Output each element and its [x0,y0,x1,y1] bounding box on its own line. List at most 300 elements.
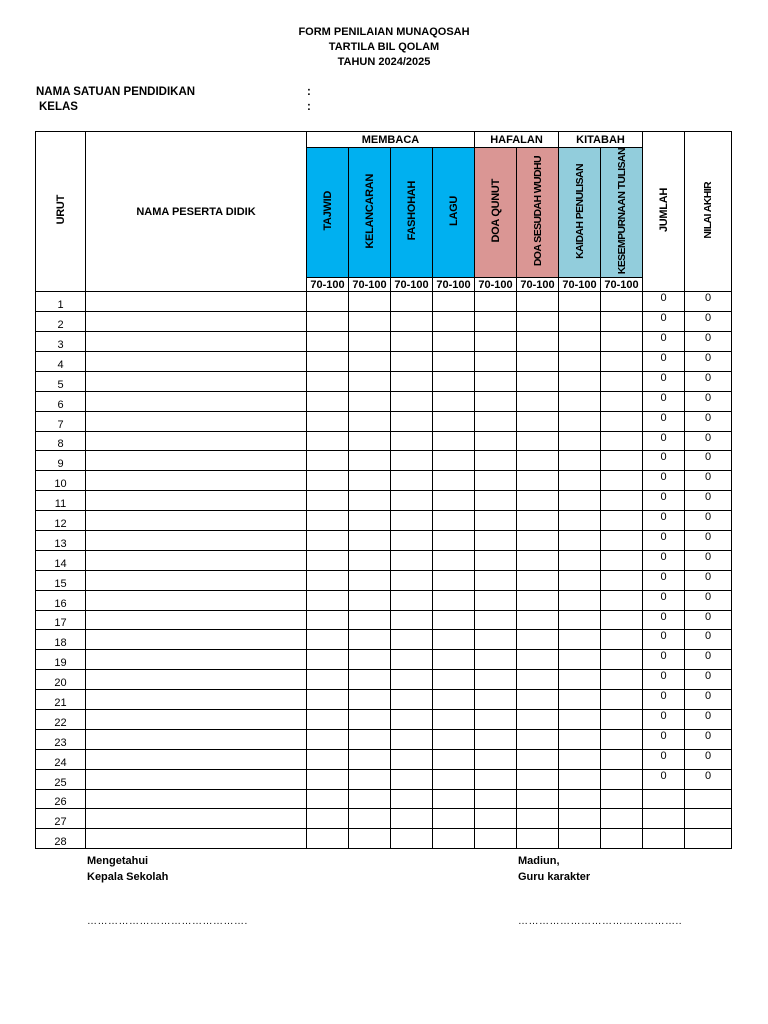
score-cell[interactable] [475,690,517,710]
score-cell[interactable] [601,292,643,312]
score-cell[interactable] [559,809,601,829]
score-cell[interactable] [517,789,559,809]
score-cell[interactable] [391,332,433,352]
score-cell[interactable] [601,530,643,550]
score-cell[interactable] [307,650,349,670]
score-cell[interactable] [517,530,559,550]
nilai-akhir-cell [685,809,732,829]
score-cell[interactable] [517,570,559,590]
score-cell[interactable] [349,431,391,451]
score-cell[interactable] [601,471,643,491]
score-cell[interactable] [601,351,643,371]
nilai-akhir-cell: 0 [685,550,732,570]
score-cell[interactable] [307,729,349,749]
score-cell[interactable] [517,610,559,630]
score-cell[interactable] [559,491,601,511]
score-cell[interactable] [307,371,349,391]
score-cell[interactable] [307,610,349,630]
score-cell[interactable] [349,789,391,809]
score-cell[interactable] [475,391,517,411]
score-cell[interactable] [475,451,517,471]
score-cell[interactable] [601,590,643,610]
score-cell[interactable] [391,550,433,570]
score-cell[interactable] [475,411,517,431]
score-cell[interactable] [559,351,601,371]
score-cell[interactable] [433,411,475,431]
criterion-label: DOA QUNUT [489,179,502,243]
score-cell[interactable] [601,809,643,829]
score-cell[interactable] [307,471,349,491]
score-cell[interactable] [517,709,559,729]
student-name-cell[interactable] [86,332,307,352]
score-cell[interactable] [307,789,349,809]
criterion-label: DOA SESUDAH WUDHU [531,156,544,267]
score-cell[interactable] [601,729,643,749]
score-cell[interactable] [559,471,601,491]
score-cell[interactable] [475,610,517,630]
score-cell[interactable] [433,670,475,690]
score-cell[interactable] [391,749,433,769]
student-name-cell[interactable] [86,670,307,690]
student-name-cell[interactable] [86,511,307,531]
score-cell[interactable] [517,630,559,650]
student-name-cell[interactable] [86,312,307,332]
score-cell[interactable] [559,511,601,531]
jumlah-cell: 0 [643,391,685,411]
score-cell[interactable] [391,371,433,391]
score-cell[interactable] [391,471,433,491]
score-cell[interactable] [601,550,643,570]
score-cell[interactable] [391,431,433,451]
score-cell[interactable] [601,332,643,352]
score-cell[interactable] [349,371,391,391]
score-cell[interactable] [559,312,601,332]
student-name-cell[interactable] [86,769,307,789]
score-cell[interactable] [433,312,475,332]
score-cell[interactable] [517,650,559,670]
score-cell[interactable] [349,729,391,749]
score-cell[interactable] [601,570,643,590]
score-cell[interactable] [559,670,601,690]
jumlah-cell [643,789,685,809]
table-row [36,332,732,352]
row-number: 26 [36,789,86,809]
criterion-doa-qunut [475,148,517,278]
score-cell[interactable] [517,511,559,531]
score-cell[interactable] [475,809,517,829]
score-cell[interactable] [433,351,475,371]
nilai-akhir-cell: 0 [685,650,732,670]
student-name-cell[interactable] [86,630,307,650]
score-cell[interactable] [601,610,643,630]
score-cell[interactable] [475,431,517,451]
student-name-cell[interactable] [86,550,307,570]
score-cell[interactable] [307,491,349,511]
student-name-cell[interactable] [86,729,307,749]
score-cell[interactable] [307,451,349,471]
score-cell[interactable] [307,530,349,550]
score-cell[interactable] [475,351,517,371]
score-cell[interactable] [307,709,349,729]
score-cell[interactable] [601,411,643,431]
score-cell[interactable] [349,491,391,511]
criterion-kesempurnaan-tulisan [601,148,643,278]
score-cell[interactable] [601,670,643,690]
score-cell[interactable] [475,371,517,391]
score-cell[interactable] [559,391,601,411]
score-cell[interactable] [391,451,433,471]
score-cell[interactable] [433,570,475,590]
score-cell[interactable] [307,312,349,332]
nilai-akhir-cell: 0 [685,411,732,431]
score-cell[interactable] [391,351,433,371]
score-cell[interactable] [433,690,475,710]
score-cell[interactable] [349,312,391,332]
score-cell[interactable] [559,749,601,769]
score-cell[interactable] [349,610,391,630]
score-cell[interactable] [601,451,643,471]
table-row [36,670,732,690]
score-cell[interactable] [391,670,433,690]
score-cell[interactable] [559,530,601,550]
score-cell[interactable] [475,650,517,670]
score-cell[interactable] [559,411,601,431]
score-cell[interactable] [349,550,391,570]
score-cell[interactable] [391,590,433,610]
table-row [36,530,732,550]
row-number: 7 [36,411,86,431]
score-cell[interactable] [433,431,475,451]
score-cell[interactable] [433,530,475,550]
row-number: 1 [36,292,86,312]
score-cell[interactable] [349,332,391,352]
score-cell[interactable] [433,451,475,471]
score-cell[interactable] [433,610,475,630]
score-cell[interactable] [433,749,475,769]
score-cell[interactable] [391,491,433,511]
score-cell[interactable] [307,292,349,312]
table-row [36,829,732,849]
criterion-label: KELANCARAN [363,173,376,249]
nilai-akhir-cell: 0 [685,451,732,471]
score-cell[interactable] [391,709,433,729]
score-cell[interactable] [559,690,601,710]
score-cell[interactable] [601,491,643,511]
score-cell[interactable] [601,431,643,451]
assessment-table [35,131,732,849]
score-cell[interactable] [349,809,391,829]
score-cell[interactable] [433,769,475,789]
score-cell[interactable] [391,829,433,849]
score-cell[interactable] [475,292,517,312]
score-cell[interactable] [475,590,517,610]
score-cell[interactable] [349,411,391,431]
score-cell[interactable] [517,550,559,570]
student-name-cell[interactable] [86,809,307,829]
score-cell[interactable] [559,709,601,729]
score-cell[interactable] [349,749,391,769]
score-cell[interactable] [475,630,517,650]
score-cell[interactable] [349,511,391,531]
score-cell[interactable] [475,530,517,550]
score-cell[interactable] [433,709,475,729]
table-row [36,709,732,729]
score-cell[interactable] [517,829,559,849]
score-cell[interactable] [559,650,601,670]
score-cell[interactable] [601,312,643,332]
group-membaca: MEMBACA [307,132,475,148]
score-cell[interactable] [517,729,559,749]
score-cell[interactable] [307,829,349,849]
score-cell[interactable] [475,550,517,570]
signature-left-heading: Mengetahui [87,855,149,867]
student-name-cell[interactable] [86,650,307,670]
student-name-cell[interactable] [86,411,307,431]
score-cell[interactable] [307,809,349,829]
score-cell[interactable] [475,729,517,749]
student-name-cell[interactable] [86,451,307,471]
student-name-cell[interactable] [86,391,307,411]
score-cell[interactable] [517,411,559,431]
score-cell[interactable] [517,292,559,312]
score-cell[interactable] [475,749,517,769]
score-cell[interactable] [433,729,475,749]
score-cell[interactable] [475,709,517,729]
student-name-cell[interactable] [86,351,307,371]
score-cell[interactable] [601,709,643,729]
jumlah-cell: 0 [643,650,685,670]
score-cell[interactable] [475,491,517,511]
score-cell[interactable] [517,491,559,511]
score-cell[interactable] [391,292,433,312]
score-cell[interactable] [307,332,349,352]
row-number: 5 [36,371,86,391]
score-cell[interactable] [517,749,559,769]
nilai-akhir-cell: 0 [685,312,732,332]
score-cell[interactable] [349,391,391,411]
score-cell[interactable] [475,829,517,849]
score-cell[interactable] [517,351,559,371]
score-cell[interactable] [349,690,391,710]
score-cell[interactable] [307,690,349,710]
score-cell[interactable] [475,670,517,690]
score-cell[interactable] [433,391,475,411]
criterion-label: LAGU [447,196,460,227]
score-cell[interactable] [601,630,643,650]
score-cell[interactable] [391,690,433,710]
score-cell[interactable] [349,709,391,729]
score-cell[interactable] [601,829,643,849]
score-cell[interactable] [307,351,349,371]
score-cell[interactable] [307,590,349,610]
score-cell[interactable] [433,511,475,531]
row-number: 9 [36,451,86,471]
score-cell[interactable] [349,570,391,590]
score-cell[interactable] [517,391,559,411]
score-cell[interactable] [307,570,349,590]
student-name-cell[interactable] [86,610,307,630]
score-cell[interactable] [307,670,349,690]
row-number: 13 [36,530,86,550]
student-name-cell[interactable] [86,709,307,729]
score-cell[interactable] [307,431,349,451]
score-cell[interactable] [475,769,517,789]
score-cell[interactable] [349,590,391,610]
score-cell[interactable] [475,471,517,491]
score-cell[interactable] [349,670,391,690]
score-cell[interactable] [307,630,349,650]
header-urut-label: URUT [54,195,67,225]
score-cell[interactable] [307,769,349,789]
score-cell[interactable] [517,332,559,352]
score-cell[interactable] [433,491,475,511]
score-cell[interactable] [601,690,643,710]
table-row [36,749,732,769]
student-name-cell[interactable] [86,292,307,312]
score-cell[interactable] [391,769,433,789]
student-name-cell[interactable] [86,690,307,710]
student-name-cell[interactable] [86,471,307,491]
student-name-cell[interactable] [86,371,307,391]
score-cell[interactable] [601,391,643,411]
score-cell[interactable] [307,391,349,411]
score-cell[interactable] [349,650,391,670]
student-name-cell[interactable] [86,829,307,849]
score-cell[interactable] [559,789,601,809]
score-cell[interactable] [559,610,601,630]
score-cell[interactable] [475,511,517,531]
score-cell[interactable] [559,570,601,590]
score-cell[interactable] [349,630,391,650]
score-cell[interactable] [601,769,643,789]
table-row [36,312,732,332]
score-cell[interactable] [391,809,433,829]
nilai-akhir-cell: 0 [685,511,732,531]
score-cell[interactable] [475,312,517,332]
score-cell[interactable] [433,789,475,809]
student-name-cell[interactable] [86,491,307,511]
score-cell[interactable] [559,550,601,570]
score-cell[interactable] [517,769,559,789]
table-row [36,451,732,471]
score-cell[interactable] [559,829,601,849]
form-subtitle: TARTILA BIL QOLAM [328,41,440,53]
score-cell[interactable] [349,829,391,849]
score-cell[interactable] [517,451,559,471]
score-cell[interactable] [517,371,559,391]
jumlah-cell: 0 [643,491,685,511]
nilai-akhir-cell: 0 [685,292,732,312]
score-cell[interactable] [391,729,433,749]
score-cell[interactable] [517,809,559,829]
score-cell[interactable] [517,690,559,710]
score-cell[interactable] [391,312,433,332]
score-cell[interactable] [559,769,601,789]
score-cell[interactable] [349,351,391,371]
score-cell[interactable] [601,511,643,531]
score-cell[interactable] [391,411,433,431]
jumlah-cell: 0 [643,332,685,352]
score-cell[interactable] [601,371,643,391]
score-cell[interactable] [391,511,433,531]
score-cell[interactable] [559,729,601,749]
score-cell[interactable] [433,332,475,352]
score-cell[interactable] [391,570,433,590]
score-cell[interactable] [559,590,601,610]
score-cell[interactable] [559,292,601,312]
score-cell[interactable] [391,530,433,550]
score-cell[interactable] [433,809,475,829]
student-name-cell[interactable] [86,570,307,590]
score-cell[interactable] [475,332,517,352]
score-cell[interactable] [433,292,475,312]
score-cell[interactable] [307,411,349,431]
score-cell[interactable] [307,511,349,531]
score-cell[interactable] [559,630,601,650]
score-cell[interactable] [559,332,601,352]
criterion-lagu [433,148,475,278]
score-cell[interactable] [517,590,559,610]
score-cell[interactable] [475,789,517,809]
score-cell[interactable] [559,431,601,451]
score-cell[interactable] [517,471,559,491]
score-cell[interactable] [601,749,643,769]
table-row [36,292,732,312]
score-cell[interactable] [307,749,349,769]
student-name-cell[interactable] [86,749,307,769]
criterion-range: 70-100 [433,278,475,292]
score-cell[interactable] [433,471,475,491]
score-cell[interactable] [433,371,475,391]
student-name-cell[interactable] [86,431,307,451]
score-cell[interactable] [349,292,391,312]
row-number: 17 [36,610,86,630]
score-cell[interactable] [391,789,433,809]
score-cell[interactable] [349,769,391,789]
student-name-cell[interactable] [86,789,307,809]
table-row [36,650,732,670]
nilai-akhir-cell: 0 [685,391,732,411]
score-cell[interactable] [391,630,433,650]
score-cell[interactable] [559,371,601,391]
score-cell[interactable] [391,391,433,411]
student-name-cell[interactable] [86,590,307,610]
score-cell[interactable] [349,530,391,550]
score-cell[interactable] [391,650,433,670]
row-number: 21 [36,690,86,710]
row-number: 4 [36,351,86,371]
score-cell[interactable] [475,570,517,590]
score-cell[interactable] [601,789,643,809]
score-cell[interactable] [433,829,475,849]
score-cell[interactable] [307,550,349,570]
score-cell[interactable] [433,590,475,610]
score-cell[interactable] [349,471,391,491]
score-cell[interactable] [433,550,475,570]
score-cell[interactable] [517,312,559,332]
score-cell[interactable] [517,431,559,451]
score-cell[interactable] [559,451,601,471]
score-cell[interactable] [391,610,433,630]
nilai-akhir-cell: 0 [685,769,732,789]
score-cell[interactable] [433,650,475,670]
score-cell[interactable] [517,670,559,690]
score-cell[interactable] [601,650,643,670]
score-cell[interactable] [349,451,391,471]
score-cell[interactable] [433,630,475,650]
table-row [36,471,732,491]
student-name-cell[interactable] [86,530,307,550]
